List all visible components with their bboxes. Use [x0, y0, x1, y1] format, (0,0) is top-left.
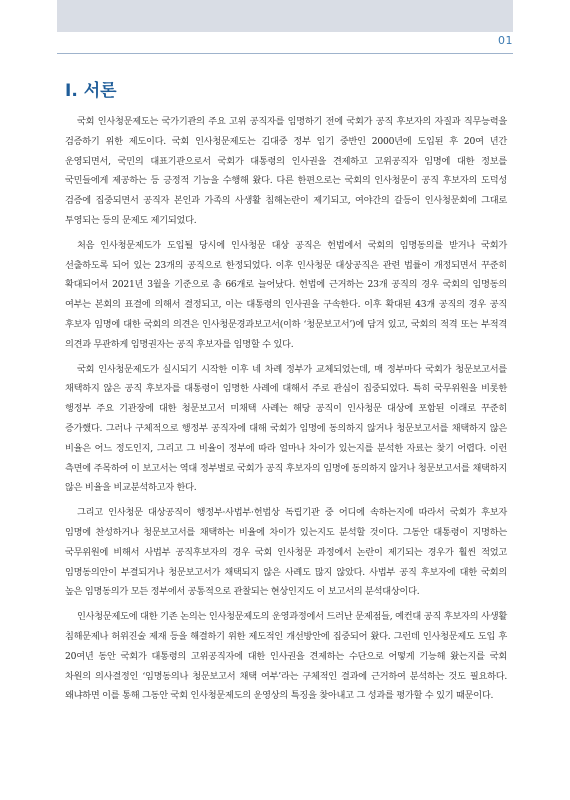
- paragraph-4: 그리고 인사청문 대상공직이 행정부·사법부·헌법상 독립기관 중 어디에 속하는지에 따라서 국회가 후보자 임명에 찬성하거나 청문보고서를 채택하는 비율에 차이가 있는지도 분석할 것이다. 그동안 대통령이 지명하는 국무위원에 비해서 사법부 공직후보자의 경우 국회 인사청문 과정에서 논란이 제기되는 경우가 훨씬 적었고 임명동의안이 부결되거나 청문보고서가 채택되지 않은 사례도 많지 않았다. 사법부 공직 후보자에 대한 국회의 높은 임명동의가 모든 정부에서 공통적으로 관찰되는 현상인지도 이 보고서의 분석대상이다.: [65, 507, 507, 598]
- header-band: [57, 0, 513, 32]
- page-number: 01: [498, 34, 513, 47]
- paragraph-3: 국회 인사청문제도가 실시되기 시작한 이후 네 차례 정부가 교체되었는데, 매 정부마다 국회가 청문보고서를 채택하지 않은 공직 후보자를 대통령이 임명한 사례에 대해서 주로 관심이 집중되었다. 특히 국무위원을 비롯한 행정부 주요 기관장에 대한 청문보고서 미채택 사례는 해당 공직이 인사청문 대상에 포함된 이래로 꾸준히 증가했다. 그러나 구체적으로 행정부 공직자에 대해 국회가 임명에 동의하지 않거나 청문보고서를 채택하지 않은 비율은 어느 정도인지, 그리고 그 비율이 정부에 따라 얼마나 차이가 있는지를 분석한 자료는 찾기 어렵다. 이런 측면에 주목하여 이 보고서는 역대 정부별로 국회가 공직 후보자의 임명에 동의하지 않거나 청문보고서를 채택하지 않은 비율을 비교분석하고자 한다.: [65, 363, 507, 494]
- paragraph-5: 인사청문제도에 대한 기존 논의는 인사청문제도의 운영과정에서 드러난 문제점들, 예컨대 공직 후보자의 사생활 침해문제나 허위진술 제재 등을 해결하기 위한 제도적인 개선방안에 집중되어 왔다. 그런데 인사청문제도 도입 후 20여년 동안 국회가 대통령의 고위공직자에 대한 인사권을 견제하는 수단으로 어떻게 기능해 왔는지를 국회 차원의 의사결정인 ‘임명동의나 청문보고서 채택 여부’라는 구체적인 결과에 근거하여 분석하는 것도 필요하다. 왜냐하면 이를 통해 그동안 국회 인사청문제도의 운영상의 특징을 찾아내고 그 성과를 평가할 수 있기 때문이다.: [65, 611, 507, 702]
- paragraph-2: 처음 인사청문제도가 도입될 당시에 인사청문 대상 공직은 헌법에서 국회의 임명동의를 받거나 국회가 선출하도록 되어 있는 23개의 공직으로 한정되었다. 이후 인사청문 대상공직은 관련 법률이 개정되면서 꾸준히 확대되어서 2021년 3월을 기준으로 총 66개로 늘어났다. 헌법에 근거하는 23개 공직의 경우 국회의 임명동의 여부는 본회의 표결에 의해서 결정되고, 이는 대통령의 인사권을 구속한다. 이후 확대된 43개 공직의 경우 공직 후보자 임명에 대한 국회의 의견은 인사청문경과보고서(이하 ‘청문보고서’)에 담겨 있고, 국회의 적격 또는 부적격 의견과 무관하게 임명권자는 공직 후보자를 임명할 수 있다.: [65, 239, 507, 350]
- header-divider: [57, 53, 513, 54]
- section-title: Ⅰ. 서론: [65, 81, 117, 101]
- paragraph-1: 국회 인사청문제도는 국가기관의 주요 고위 공직자를 임명하기 전에 국회가 공직 후보자의 자질과 직무능력을 검증하기 위한 제도이다. 국회 인사청문제도는 김대중 정부 임기 중반인 2000년에 도입된 후 20여 년간 운영되면서, 국민의 대표기관으로서 국회가 대통령의 인사권을 견제하고 고위공직자 임명에 대한 정보를 국민들에게 제공하는 등 긍정적 기능을 수행해 왔다. 다른 한편으로는 국회의 인사청문이 공직 후보자의 도덕성 검증에 집중되면서 공직자 본인과 가족의 사생활 침해논란이 제기되고, 여야간의 갈등이 인사청문회에 그대로 투영되는 등의 문제도 제기되었다.: [65, 116, 507, 226]
- body-text: [65, 112, 507, 711]
